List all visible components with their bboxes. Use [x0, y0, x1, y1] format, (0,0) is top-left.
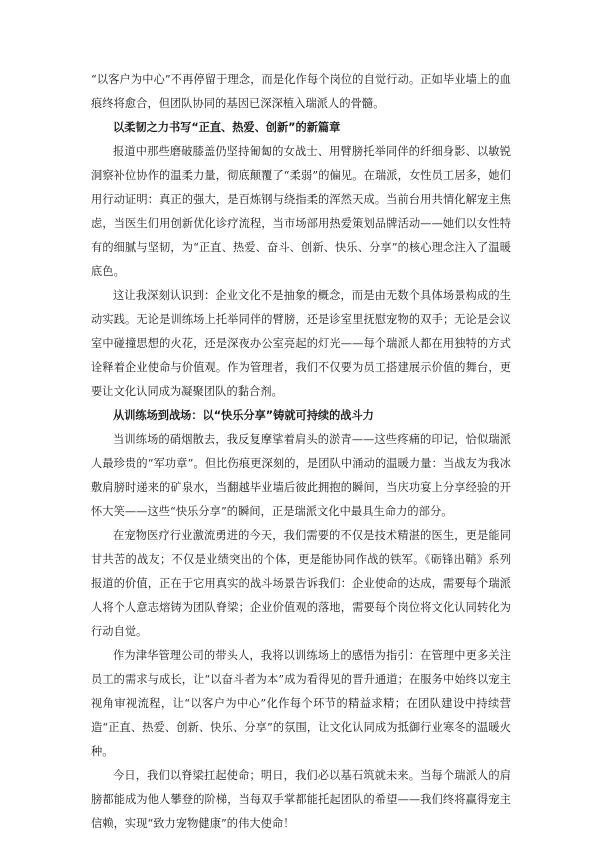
paragraph-female-warriors: 报道中那些磨破膝盖仍坚持匍匐的女战士、用臂膀托举同伴的纤细身影、以敏锐洞察补位协作的温柔力量，彻底颠覆了“柔弱”的偏见。在瑞派，女性员工居多，她们用行动证明：真正的强大，是百炼钢与绕指柔的浑然天成。当前台用共情化解宠主焦虑，当医生们用创新优化诊疗流程，当市场部用热爱策划品牌活动——她们以女性特有的细腻与坚韧，为“正直、热爱、奋斗、创新、快乐、分享”的核心理念注入了温暖底色。 [91, 145, 511, 278]
paragraph-leadership-commitment: 作为津华管理公司的带头人，我将以训练场上的感悟为指引：在管理中更多关注员工的需求与成长，让“以奋斗者为本”成为看得见的晋升通道；在服务中始终以宠主视角审视流程，让“以客户为中心”化作每个环节的精益求精；在团队建设中持续营造“正直、热爱、创新、快乐、分享”的氛围，让文化认同成为抵御行业寒冬的温暖火种。 [91, 649, 511, 758]
paragraph-culture-practice: 这让我深刻认识到：企业文化不是抽象的概念，而是由无数个具体场景构成的生动实践。无论是训练场上托举同伴的臂膀，还是诊室里抚慰宠物的双手；无论是会议室中碰撞思想的火花，还是深夜办公室亮起的灯光——每个瑞派人都在用独特的方式诠释着企业使命与价值观。作为管理者，我们不仅要为员工搭建展示价值的舞台，更要让文化认同成为凝聚团队的黏合剂。 [91, 289, 511, 398]
paragraph-training-memories: 当训练场的硝烟散去，我反复摩挲着肩头的淤青——这些疼痛的印记，恰似瑞派人最珍贵的“军功章”。但比伤痕更深刻的，是团队中涌动的温暖力量：当战友为我冰敷肩膀时递来的矿泉水，当翻越毕业墙后彼此拥抱的瞬间，当庆功宴上分享经验的开怀大笑——这些“快乐分享”的瞬间，正是瑞派文化中最具生命力的部分。 [91, 433, 511, 518]
paragraph-closing-mission: 今日，我们以脊梁扛起使命；明日，我们必以基石筑就未来。当每个瑞派人的肩膀都能成为他人攀登的阶梯，当每双手掌都能托起团队的希望——我们终将赢得宠主信赖，实现“致力宠物健康”的伟大使命！ [91, 769, 511, 830]
article-body [91, 68, 511, 836]
section-heading-gentle-strength: 以柔韧之力书写“正直、热爱、创新”的新篇章 [113, 121, 341, 134]
paragraph-industry-team: 在宠物医疗行业激流勇进的今天，我们需要的不仅是技术精湛的医生，更是能同甘共苦的战友；不仅是业绩突出的个体，更是能协同作战的铁军。《砺锋出鞘》系列报道的价值，正在于它用真实的战斗场景告诉我们：企业使命的达成，需要每个瑞派人将个人意志熔铸为团队脊梁；企业价值观的落地，需要每个岗位将文化认同转化为行动自觉。 [91, 529, 511, 638]
paragraph-intro-closing: “以客户为中心”不再停留于理念，而是化作每个岗位的自觉行动。正如毕业墙上的血痕终将愈合，但团队协同的基因已深深植入瑞派人的骨髓。 [91, 73, 511, 110]
section-heading-training-to-battle: 从训练场到战场：以“快乐分享”铸就可持续的战斗力 [113, 409, 374, 422]
